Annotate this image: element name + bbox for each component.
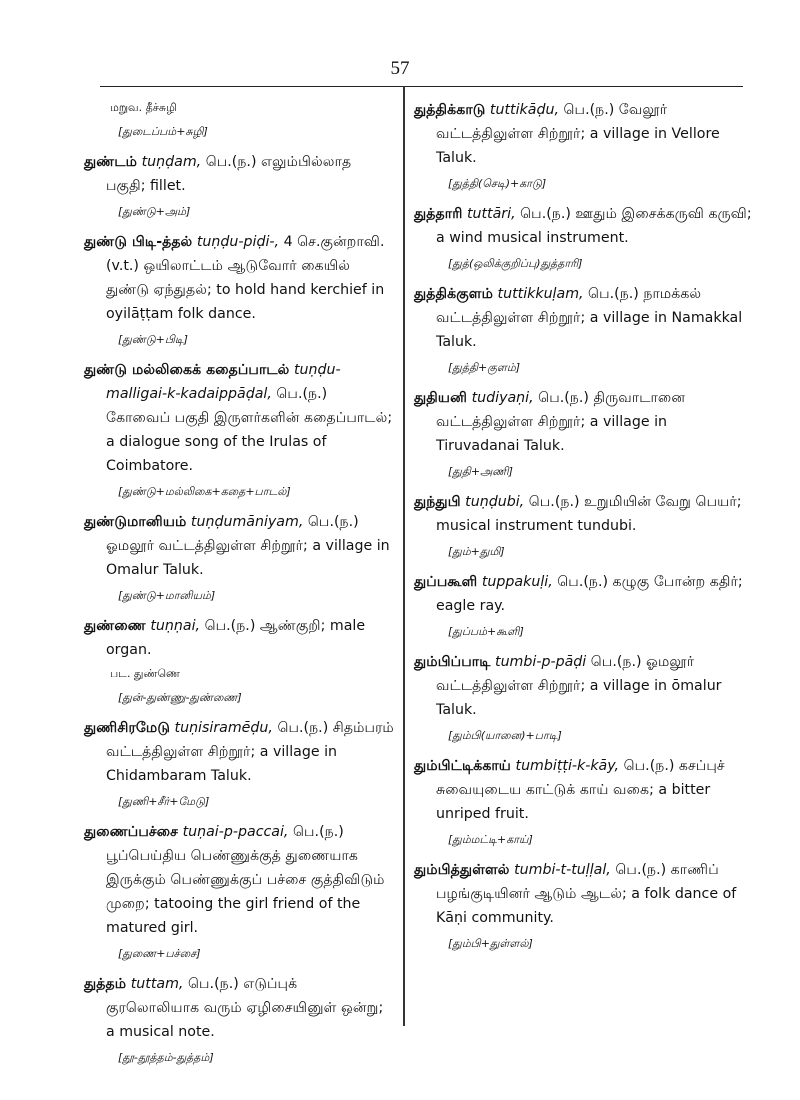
entry-transliteration: tuṇai-p-paccai,: [182, 824, 289, 840]
entry-definition: பெ.(ந.) ஓமலூர் வட்டத்திலுள்ள சிற்றூர்; a village in ōmalur Taluk.: [436, 654, 722, 718]
entry-definition: பெ.(ந.) ஊதும் இசைக்கருவி கருவி; a wind musical instrument.: [436, 206, 752, 246]
entry-etymology: [துண்டு+மல்லிகை+கதை+பாடல்]: [118, 485, 291, 498]
entry-headword: துந்துபி: [414, 494, 461, 510]
entry-etymology: [துண்டு+மானியம்]: [118, 589, 216, 602]
entry-definition: பெ.(ந.) காணிப் பழங்குடியினர் ஆடும் ஆடல்; a folk dance of Kāṇi community.: [436, 862, 737, 926]
entry-definition: பெ.(ந.) வேலூர் வட்டத்திலுள்ள சிற்றூர்; a village in Vellore Taluk.: [436, 102, 720, 166]
entry-transliteration: tuṇḍubi,: [465, 494, 525, 510]
entry-etymology: [துணை+பச்சை]: [118, 947, 201, 960]
entry-definition: பெ.(ந.) எடுப்புக் குரலொலியாக வரும் ஏழிசையினுள் ஒன்று; a musical note.: [106, 976, 384, 1040]
entry-etymology: [துடைப்பம்+சுழி]: [118, 125, 208, 138]
column-divider: [403, 86, 405, 1026]
entry-etymology: [துண்டு+அம்]: [118, 205, 191, 218]
entry-transliteration: tuṇṇai,: [150, 618, 201, 634]
entry-etymology: [தும்மட்டி+காய்]: [448, 833, 533, 846]
entry-headword: தும்பித்துள்ளல்: [414, 862, 510, 878]
left-column: [84, 98, 394, 1076]
entry-definition: 4 செ.குன்றாவி. (v.t.) ஒயிலாட்டம் ஆடுவோர் கையில் துண்டு ஏந்துதல்; to hold hand kerchief in oyilāṭṭam folk dance.: [106, 234, 385, 322]
entry-transliteration: tumbiṭṭi-k-kāy,: [515, 758, 620, 774]
dictionary-entry: [414, 282, 754, 354]
entry-transliteration: tuttam,: [130, 976, 184, 992]
dictionary-entry: [414, 490, 754, 538]
entry-definition: பெ.(ந.) பூப்பெய்திய பெண்ணுக்குத் துணையாக இருக்கும் பெண்ணுக்குப் பச்சை குத்திவிடும் முறை; tatooing the girl friend of the matured girl.: [106, 824, 385, 936]
entry-etymology: [துத்(ஒலிக்குறிப்பு)துத்தாரி]: [448, 257, 583, 270]
entry-etymology: [துப்பம்+கூளி]: [448, 625, 524, 638]
right-column: [414, 98, 754, 962]
dictionary-entry: [414, 202, 754, 250]
entry-transliteration: tuppakuḷi,: [481, 574, 553, 590]
entry-headword: துத்திக்காடு: [414, 102, 486, 118]
entry-etymology: [துண்டு+பிடி]: [118, 333, 188, 346]
entry-transliteration: tumbi-p-pāḍi: [495, 654, 587, 670]
entry-etymology: [துத்தி+குளம்]: [448, 361, 521, 374]
dictionary-entry: [84, 820, 394, 940]
entry-headword: துத்தம்: [84, 976, 127, 992]
entry-etymology: [தும்பி+துள்ளல்]: [448, 937, 533, 950]
entry-definition: பெ.(ந.) கசப்புச் சுவையுடைய காட்டுக் காய் வகை; a bitter unriped fruit.: [436, 758, 725, 822]
entry-definition: பெ.(ந.) கோவைப் பகுதி இருளர்களின் கதைப்பாடல்; a dialogue song of the Irulas of Coimbatore.: [106, 386, 393, 474]
dictionary-entry: [414, 650, 754, 722]
header-rule: [100, 86, 743, 87]
dictionary-entry: [414, 98, 754, 170]
dictionary-entry: [84, 614, 394, 662]
entry-transliteration: tuṇḍam,: [141, 154, 202, 170]
dictionary-entry: [414, 754, 754, 826]
entry-etymology: [துணி+சீர்+மேடு]: [118, 795, 210, 808]
entry-transliteration: tuṇisiramēḍu,: [174, 720, 273, 736]
entry-definition: பெ.(ந.) ஓமலூர் வட்டத்திலுள்ள சிற்றூர்; a village in Omalur Taluk.: [106, 514, 390, 578]
entry-etymology: [தும்+துமி]: [448, 545, 505, 558]
entry-headword: துண்ணை: [84, 618, 146, 634]
entry-transliteration: tuttāri,: [466, 206, 516, 222]
dictionary-entry: [414, 858, 754, 930]
entry-headword: துண்டம்: [84, 154, 138, 170]
entry-etymology: [துத்தி(செடி)+காடு]: [448, 177, 547, 190]
dictionary-entry: [84, 230, 394, 326]
entry-transliteration: tuttikāḍu,: [489, 102, 559, 118]
dictionary-entry: [414, 570, 754, 618]
dictionary-entry: [414, 386, 754, 458]
entry-transliteration: tuṇḍu-piḍi-,: [196, 234, 280, 250]
entry-definition: பெ.(ந.) எலும்பில்லாத பகுதி; fillet.: [106, 154, 352, 194]
entry-headword: துணிசிரமேடு: [84, 720, 170, 736]
entry-headword: துண்டுமானியம்: [84, 514, 187, 530]
entry-definition: பெ.(ந.) நாமக்கல் வட்டத்திலுள்ள சிற்றூர்; a village in Namakkal Taluk.: [436, 286, 743, 350]
entry-headword: தும்பிப்பாடி: [414, 654, 491, 670]
dictionary-entry: [84, 716, 394, 788]
entry-headword: தும்பிட்டிக்காய்: [414, 758, 511, 774]
entry-transliteration: tuṇḍumāniyam,: [190, 514, 304, 530]
entry-etymology: [துதி+அணி]: [448, 465, 513, 478]
entry-cross-reference: மறுவ. தீச்சுழி: [110, 101, 177, 114]
dictionary-entry: [84, 358, 394, 478]
entry-headword: துத்தாரி: [414, 206, 463, 222]
entry-definition: பெ.(ந.) ஆண்குறி; male organ.: [106, 618, 366, 658]
entry-definition: பெ.(ந.) உறுமியின் வேறு பெயர்; musical instrument tundubi.: [436, 494, 742, 534]
entry-headword: துண்டு மல்லிகைக் கதைப்பாடல்: [84, 362, 290, 378]
page-number: 57: [390, 58, 410, 79]
entry-headword: துண்டு பிடி-த்தல்: [84, 234, 193, 250]
dictionary-entry: [84, 972, 394, 1044]
entry-definition: பெ.(ந.) திருவாடானை வட்டத்திலுள்ள சிற்றூர்; a village in Tiruvadanai Taluk.: [436, 390, 686, 454]
entry-transliteration: tudiyaṇi,: [471, 390, 534, 406]
entry-headword: துத்திக்குளம்: [414, 286, 493, 302]
dictionary-entry: [84, 510, 394, 582]
entry-transliteration: tumbi-t-tuḷḷal,: [514, 862, 611, 878]
entry-definition: பெ.(ந.) கழுகு போன்ற கதிர்; eagle ray.: [436, 574, 743, 614]
entry-cross-reference: பட. துண்ணெ: [110, 667, 181, 680]
entry-transliteration: tuttikkuḷam,: [497, 286, 584, 302]
entry-etymology: [துன்-துண்ணு-துண்ணை]: [118, 691, 242, 704]
entry-definition: பெ.(ந.) சிதம்பரம் வட்டத்திலுள்ள சிற்றூர்; a village in Chidambaram Taluk.: [106, 720, 394, 784]
entry-etymology: [தூ-தூத்தம்-துத்தம்]: [118, 1051, 214, 1064]
entry-transliteration: tuṇḍu-malligai-k-kadaippāḍal,: [106, 362, 341, 402]
entry-headword: துப்பகூளி: [414, 574, 478, 590]
entry-headword: துதியனி: [414, 390, 468, 406]
dictionary-entry: [84, 150, 394, 198]
entry-etymology: [தும்பி(யானை)+பாடி]: [448, 729, 562, 742]
entry-headword: துணைப்பச்சை: [84, 824, 179, 840]
